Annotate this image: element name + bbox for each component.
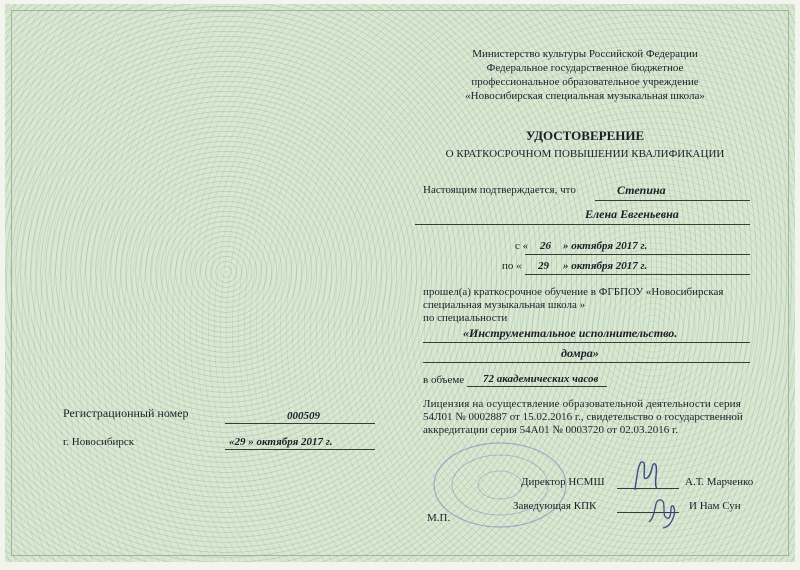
header-line-3: профессиональное образовательное учреждение	[471, 76, 699, 88]
registration-number: 000509	[287, 410, 320, 422]
stamp-place-label: М.П.	[427, 512, 451, 524]
from-prefix: с «	[515, 240, 529, 252]
certificate-page	[5, 4, 795, 562]
header-line-4: «Новосибирская специальная музыкальная школа»	[465, 90, 705, 102]
training-line-3: по специальности	[423, 312, 508, 324]
header-line-2: Федеральное государственное бюджетное	[486, 62, 684, 74]
director-name: А.Т. Марченко	[685, 476, 754, 488]
specialty-underline-1	[423, 342, 750, 343]
head-signature-icon	[643, 482, 683, 532]
head-title: Заведующая КПК	[513, 500, 597, 512]
to-prefix: по «	[502, 260, 522, 272]
license-line-2: 54Л01 № 0002887 от 15.02.2016 г., свидетельство о государственной	[423, 411, 743, 423]
surname-line	[595, 200, 750, 201]
registration-line	[225, 423, 375, 424]
head-name: И Нам Сун	[689, 500, 741, 512]
registration-label: Регистрационный номер	[63, 406, 189, 420]
to-month-year: » октября 2017 г.	[563, 260, 648, 272]
from-day: 26	[540, 240, 551, 252]
document-subtitle: О КРАТКОСРОЧНОМ ПОВЫШЕНИИ КВАЛИФИКАЦИИ	[445, 148, 725, 160]
to-line	[525, 274, 750, 275]
volume-value: 72 академических часов	[483, 373, 599, 385]
issue-date: «29 » октября 2017 г.	[229, 436, 333, 448]
training-line-1: прошел(а) краткосрочное обучение в ФГБПОУ «Новосибирская	[423, 286, 724, 298]
city: г. Новосибирск	[63, 436, 135, 448]
specialty-line-2: домра»	[561, 346, 599, 360]
confirm-label: Настоящим подтверждается, что	[423, 184, 576, 196]
issue-date-line	[225, 449, 375, 450]
from-month-year: » октября 2017 г.	[563, 240, 648, 252]
training-line-2: специальная музыкальная школа »	[423, 299, 586, 311]
specialty-underline-2	[423, 362, 750, 363]
volume-line	[467, 386, 607, 387]
header-line-1: Министерство культуры Российской Федерации	[472, 48, 698, 60]
document-title: УДОСТОВЕРЕНИЕ	[525, 128, 645, 143]
license-line-1: Лицензия на осуществление образовательной деятельности серия	[423, 398, 741, 410]
license-line-3: аккредитации серия 54А01 № 0003720 от 02.03.2016 г.	[423, 424, 678, 436]
specialty-line-1: «Инструментальное исполнительство.	[463, 326, 678, 340]
given-names-line	[415, 224, 750, 225]
volume-label: в объеме	[423, 374, 465, 386]
from-line	[525, 254, 750, 255]
director-title: Директор НСМШ	[521, 476, 605, 488]
surname-value: Степина	[617, 183, 666, 197]
to-day: 29	[538, 260, 549, 272]
given-names-value: Елена Евгеньевна	[585, 207, 679, 221]
